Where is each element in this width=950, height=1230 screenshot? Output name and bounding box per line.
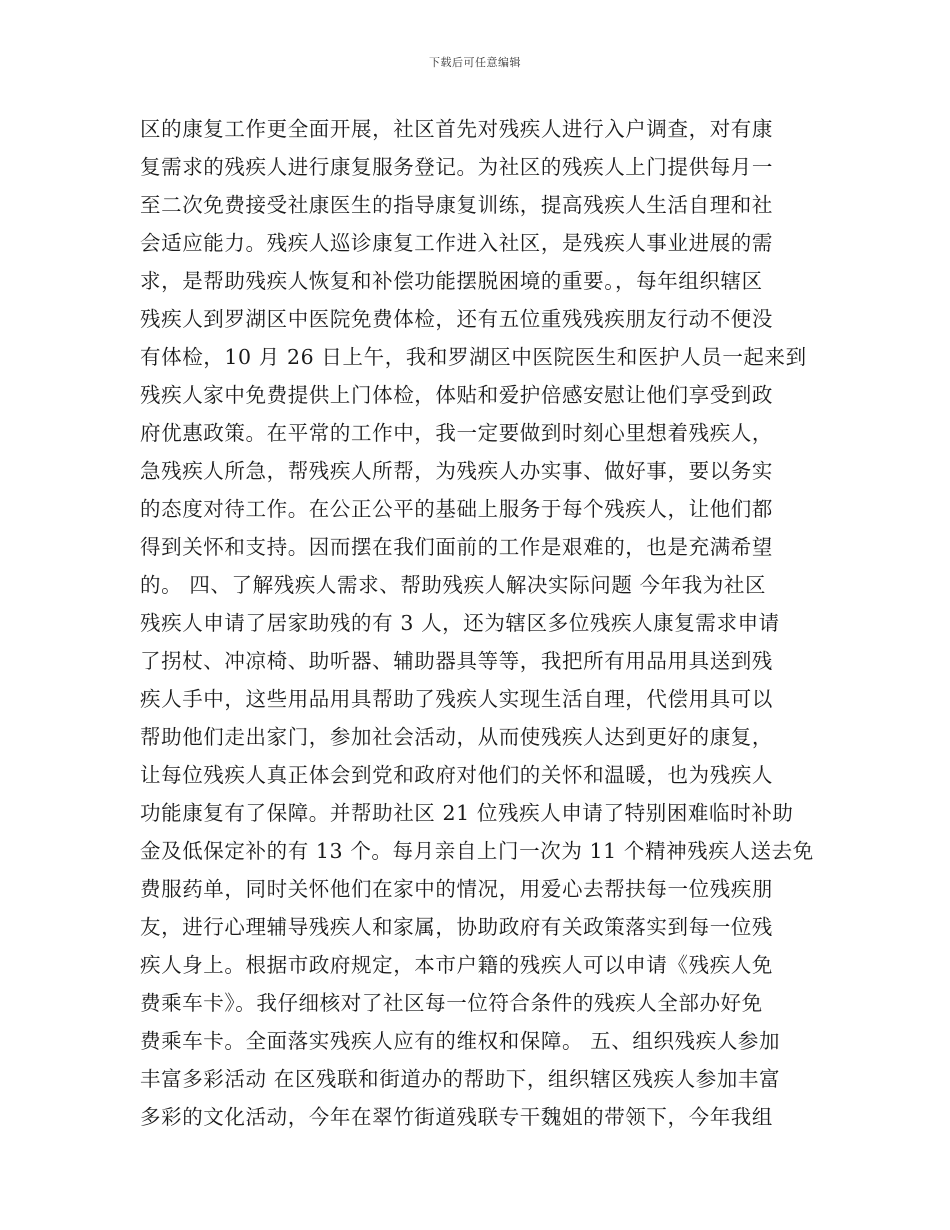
page-header: 下载后可任意编辑 [429, 56, 521, 69]
text-line: 得到关怀和支持。因而摆在我们面前的工作是艰难的，也是充满希望 [140, 535, 773, 559]
text-line: 求，是帮助残疾人恢复和补偿功能摆脱困境的重要。，每年组织辖区 [140, 269, 763, 293]
document-body [140, 110, 820, 1136]
text-line: 区的康复工作更全面开展，社区首先对残疾人进行入户调查，对有康 [140, 117, 773, 141]
text-line: 疾人手中，这些用品用具帮助了残疾人实现生活自理，代偿用具可以 [140, 687, 773, 711]
text-line: 友，进行心理辅导残疾人和家属，协助政府有关政策落实到每一位残 [140, 915, 773, 939]
text-line: 多彩的文化活动，今年在翠竹街道残联专干魏姐的带领下，今年我组 [140, 1105, 773, 1129]
text-line: 费乘车卡》。我仔细核对了社区每一位符合条件的残疾人全部办好免 [140, 991, 763, 1015]
text-line: 残疾人家中免费提供上门体检，体贴和爱护倍感安慰让他们享受到政 [140, 383, 773, 407]
text-line: 至二次免费接受社康医生的指导康复训练，提高残疾人生活自理和社 [140, 193, 773, 217]
text-line: 疾人身上。根据市政府规定，本市户籍的残疾人可以申请《残疾人免 [140, 953, 773, 977]
text-line: 丰富多彩活动 在区残联和街道办的帮助下，组织辖区残疾人参加丰富 [140, 1067, 781, 1091]
text-line: 复需求的残疾人进行康复服务登记。为社区的残疾人上门提供每月一 [140, 155, 773, 179]
text-line: 残疾人到罗湖区中医院免费体检，还有五位重残残疾朋友行动不便没 [140, 307, 773, 331]
text-line: 金及低保定补的有 13 个。每月亲自上门一次为 11 个精神残疾人送去免 [140, 839, 814, 863]
text-line: 有体检，10 月 26 日上午，我和罗湖区中医院医生和医护人员一起来到 [140, 345, 807, 369]
text-line: 费乘车卡。全面落实残疾人应有的维权和保障。 五、组织残疾人参加 [140, 1029, 781, 1053]
text-line: 急残疾人所急，帮残疾人所帮，为残疾人办实事、做好事，要以务实 [140, 459, 773, 483]
text-line: 让每位残疾人真正体会到党和政府对他们的关怀和温暖，也为残疾人 [140, 763, 773, 787]
text-line: 会适应能力。残疾人巡诊康复工作进入社区，是残疾人事业进展的需 [140, 231, 773, 255]
text-line: 残疾人申请了居家助残的有 3 人，还为辖区多位残疾人康复需求申请 [140, 611, 780, 635]
text-line: 府优惠政策。在平常的工作中，我一定要做到时刻心里想着残疾人， [140, 421, 773, 445]
text-line: 帮助他们走出家门，参加社会活动，从而使残疾人达到更好的康复， [140, 725, 773, 749]
text-line: 功能康复有了保障。并帮助社区 21 位残疾人申请了特别困难临时补助 [140, 801, 794, 825]
text-line: 的态度对待工作。在公正公平的基础上服务于每个残疾人，让他们都 [140, 497, 773, 521]
text-line: 费服药单，同时关怀他们在家中的情况，用爱心去帮扶每一位残疾朋 [140, 877, 773, 901]
text-line: 了拐杖、冲凉椅、助听器、辅助器具等等，我把所有用品用具送到残 [140, 649, 773, 673]
text-line: 的。 四、了解残疾人需求、帮助残疾人解决实际问题 今年我为社区 [140, 573, 767, 597]
